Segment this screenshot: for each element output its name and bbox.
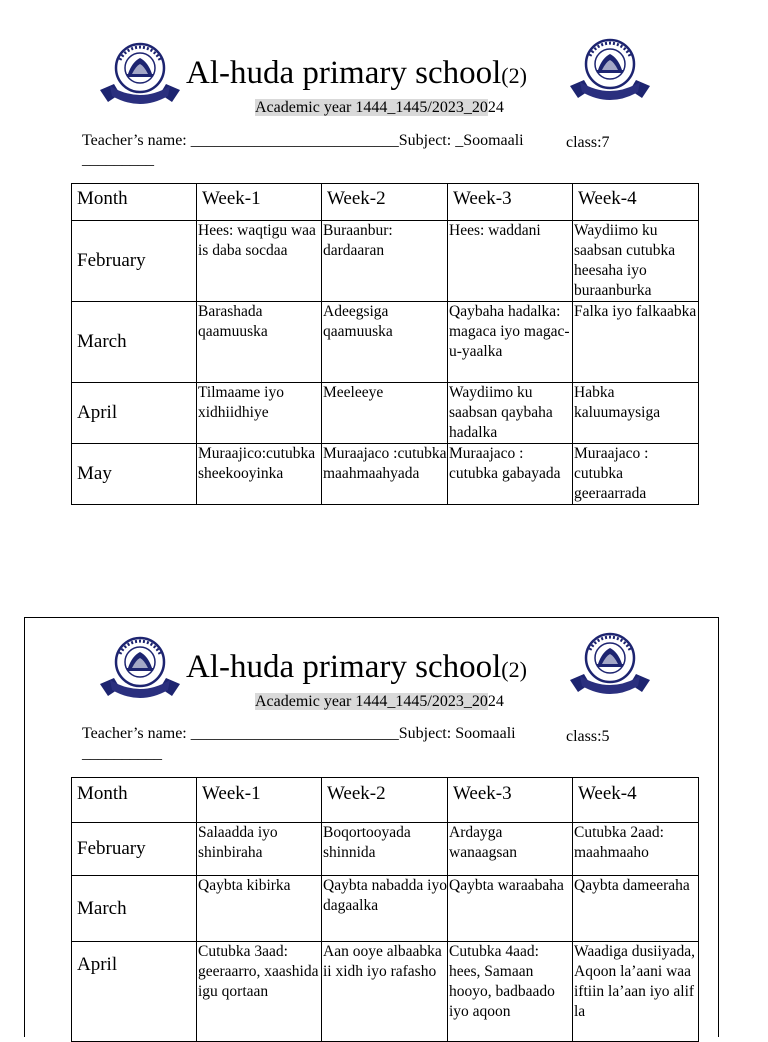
header-month: Month — [72, 778, 197, 823]
week-cell: Habka kaluumaysiga — [573, 383, 699, 444]
lesson-plan-table — [71, 183, 699, 505]
month-cell: April — [72, 942, 197, 1042]
table-row — [72, 444, 699, 505]
academic-year: Academic year 1444_1445/2023_2024 — [255, 693, 504, 710]
table-row — [72, 302, 699, 383]
lesson-plan-sheet-2 — [0, 617, 768, 1037]
school-logo-right — [564, 630, 656, 700]
table-header-row — [72, 184, 699, 221]
header-week-2: Week-2 — [322, 778, 448, 823]
table-row — [72, 942, 699, 1042]
header-week-3: Week-3 — [448, 184, 573, 221]
week-cell: Cutubka 2aad: maahmaaho — [573, 823, 699, 876]
lesson-plan-table — [71, 777, 699, 1042]
table-header-row — [72, 778, 699, 823]
week-cell: Tilmaame iyo xidhiidhiye — [197, 383, 322, 444]
school-logo-right — [564, 36, 656, 106]
week-cell: Hees: waddani — [448, 221, 573, 302]
header-week-3: Week-3 — [448, 778, 573, 823]
month-cell: March — [72, 876, 197, 942]
table-row — [72, 823, 699, 876]
week-cell: Qaybta nabadda iyo dagaalka — [322, 876, 448, 942]
week-cell: Qaybta kibirka — [197, 876, 322, 942]
week-cell: Qaybta dameeraha — [573, 876, 699, 942]
month-cell: March — [72, 302, 197, 383]
month-cell: April — [72, 383, 197, 444]
header-week-2: Week-2 — [322, 184, 448, 221]
underline-tail: _________ — [82, 151, 154, 168]
week-cell: Muraajaco :cutubka maahmaahyada — [322, 444, 448, 505]
underline-tail: __________ — [82, 745, 162, 762]
week-cell: Buraanbur: dardaaran — [322, 221, 448, 302]
week-cell: Ardayga wanaagsan — [448, 823, 573, 876]
week-cell: Aan ooye albaabka ii xidh iyo rafasho — [322, 942, 448, 1042]
week-cell: Boqortooyada shinnida — [322, 823, 448, 876]
header-week-4: Week-4 — [573, 778, 699, 823]
week-cell: Cutubka 4aad: hees, Samaan hooyo, badbaado iyo aqoon — [448, 942, 573, 1042]
header-week-1: Week-1 — [197, 184, 322, 221]
school-logo-left — [94, 40, 186, 110]
week-cell: Cutubka 3aad: geeraarro, xaashida igu qortaan — [197, 942, 322, 1042]
week-cell: Falka iyo falkaabka — [573, 302, 699, 383]
month-cell: February — [72, 221, 197, 302]
table-row — [72, 383, 699, 444]
week-cell: Muraajico:cutubka sheekooyinka — [197, 444, 322, 505]
school-logo-left — [94, 634, 186, 704]
week-cell: Waydiimo ku saabsan qaybaha hadalka — [448, 383, 573, 444]
class-label: class:5 — [566, 728, 610, 745]
teacher-subject-line: Teacher’s name: __________________________Subject: Soomaali — [82, 725, 516, 742]
month-cell: February — [72, 823, 197, 876]
week-cell: Qaybta waraabaha — [448, 876, 573, 942]
week-cell: Muraajaco : cutubka geeraarrada — [573, 444, 699, 505]
header-week-1: Week-1 — [197, 778, 322, 823]
week-cell: Muraajaco : cutubka gabayada — [448, 444, 573, 505]
week-cell: Qaybaha hadalka: magaca iyo magac-u-yaalka — [448, 302, 573, 383]
header-week-4: Week-4 — [573, 184, 699, 221]
week-cell: Adeegsiga qaamuuska — [322, 302, 448, 383]
teacher-subject-line: Teacher’s name: __________________________Subject: _Soomaali — [82, 132, 524, 149]
header-month: Month — [72, 184, 197, 221]
week-cell: Salaadda iyo shinbiraha — [197, 823, 322, 876]
table-row — [72, 876, 699, 942]
week-cell: Meeleeye — [322, 383, 448, 444]
week-cell: Hees: waqtigu waa is daba socdaa — [197, 221, 322, 302]
week-cell: Barashada qaamuuska — [197, 302, 322, 383]
table-row — [72, 221, 699, 302]
week-cell: Waadiga dusiiyada, Aqoon la’aani waa iftiin la’aan iyo alif la — [573, 942, 699, 1042]
class-label: class:7 — [566, 134, 610, 151]
month-cell: May — [72, 444, 197, 505]
week-cell: Waydiimo ku saabsan cutubka heesaha iyo buraanburka — [573, 221, 699, 302]
school-title: Al-huda primary school(2) — [186, 55, 527, 91]
academic-year: Academic year 1444_1445/2023_2024 — [255, 99, 504, 116]
school-title: Al-huda primary school(2) — [186, 649, 527, 685]
